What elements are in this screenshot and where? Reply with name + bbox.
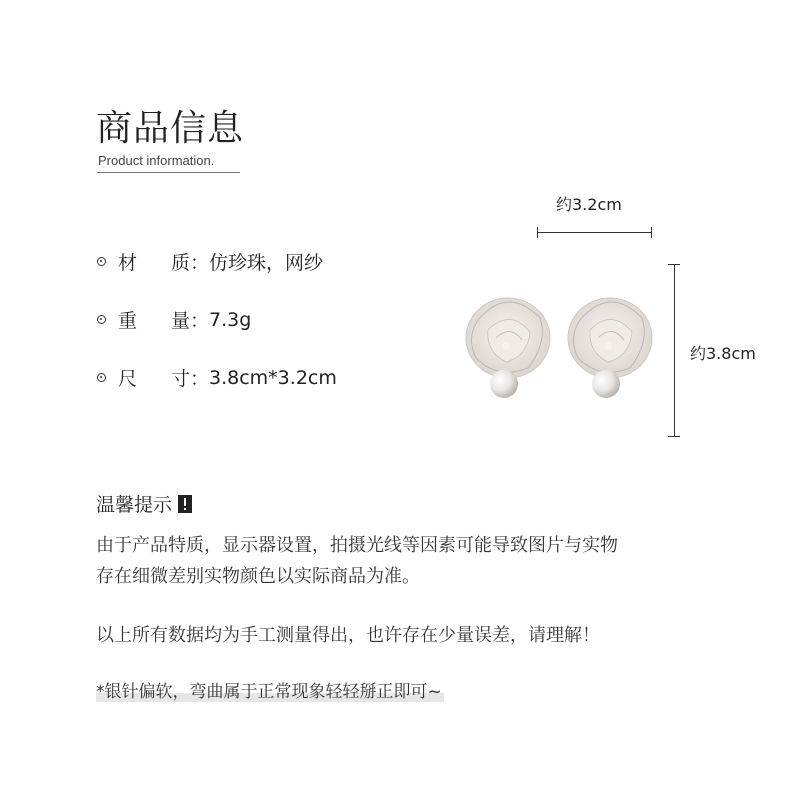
right-earring <box>568 298 652 398</box>
spec-value: 仿珍珠，网纱 <box>209 252 324 274</box>
spec-value: 7.3g <box>209 308 252 331</box>
bullet-icon <box>97 315 106 324</box>
width-dimension-cap-left <box>537 227 538 238</box>
spec-weight <box>97 306 251 333</box>
tips-title <box>96 490 192 517</box>
spec-label-1: 尺 <box>118 368 138 390</box>
tips-paragraph-2: 以上所有数据均为手工测量得出，也许存在少量误差，请理解！ <box>96 625 600 646</box>
spec-label-2: 量： <box>171 310 210 332</box>
tips-note: *银针偏软，弯曲属于正常现象轻轻掰正即可~ <box>96 682 442 702</box>
page-title: 商品信息 <box>96 108 245 149</box>
spec-label-2: 质： <box>171 252 210 274</box>
tips-paragraph-1 <box>96 530 618 592</box>
page-subtitle: Product information. <box>98 153 215 168</box>
height-dimension-line <box>674 264 675 436</box>
spec-label-1: 重 <box>118 310 138 332</box>
height-dimension-cap-top <box>668 264 680 265</box>
spec-material <box>97 248 323 275</box>
bullet-icon <box>97 257 106 266</box>
tips-title-text: 温馨提示 <box>96 494 173 516</box>
spec-label-1: 材 <box>118 252 138 274</box>
bullet-icon <box>97 373 106 382</box>
tips-paragraph-1-line-2: 存在细微差别实物颜色以实际商品为准。 <box>96 566 420 587</box>
exclamation-icon <box>178 495 192 513</box>
spec-size <box>97 364 337 391</box>
height-dimension-cap-bottom <box>668 436 680 437</box>
width-dimension-cap-right <box>651 227 652 238</box>
tips-paragraph-1-line-1: 由于产品特质，显示器设置，拍摄光线等因素可能导致图片与实物 <box>96 535 618 556</box>
height-dimension-label: 约3.8cm <box>690 344 756 363</box>
product-earrings-image <box>458 280 668 410</box>
spec-label-2: 寸： <box>171 368 210 390</box>
subtitle-underline <box>97 172 240 173</box>
width-dimension-label: 约3.2cm <box>556 195 622 214</box>
left-earring <box>466 298 550 398</box>
width-dimension-line <box>537 232 652 233</box>
spec-value: 3.8cm*3.2cm <box>209 366 337 389</box>
